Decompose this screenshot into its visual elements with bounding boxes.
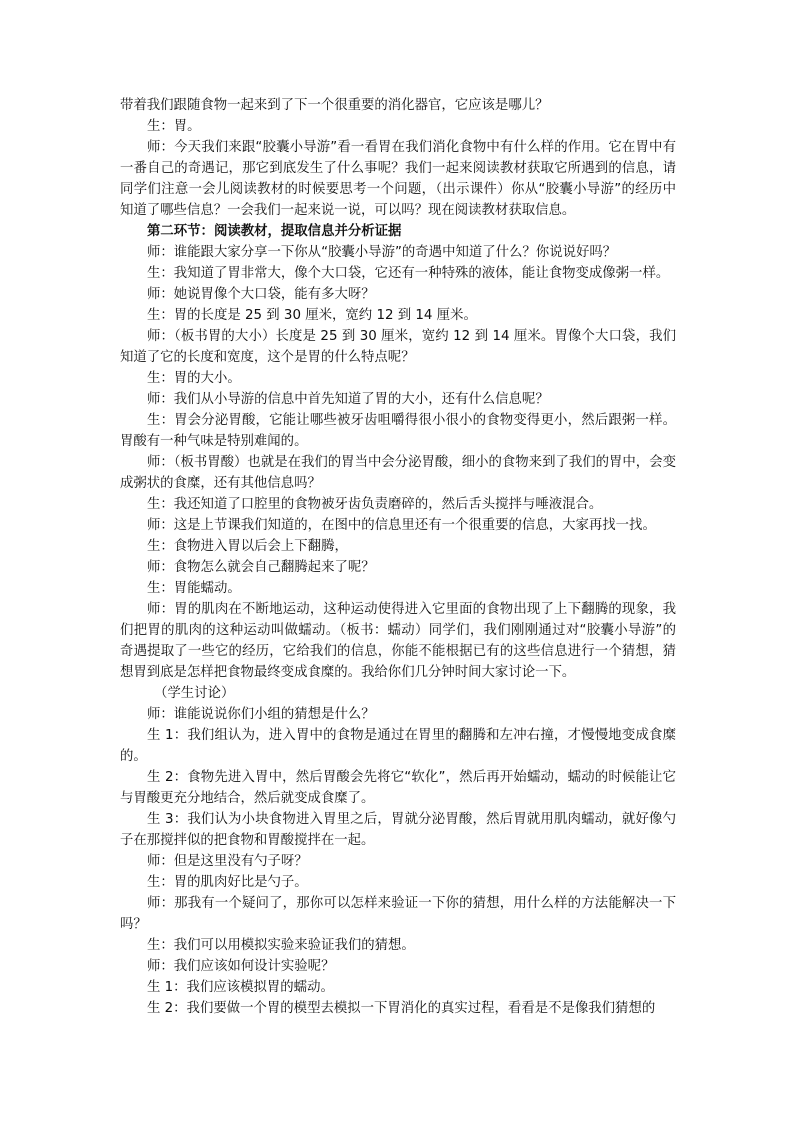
paragraph: 生 1：我们组认为，进入胃中的食物是通过在胃里的翻腾和左冲右撞，才慢慢地变成食糜的。 — [120, 728, 676, 764]
paragraph: 生：胃的大小。 — [147, 371, 241, 386]
paragraph: 生：我知道了胃非常大，像个大口袋，它还有一种特殊的液体，能让食物变成像粥一样。 — [147, 266, 670, 281]
paragraph: 生：胃。 — [147, 119, 201, 134]
paragraph: 生：胃的肌肉好比是勺子。 — [147, 875, 308, 890]
paragraph: 师：（板书胃的大小）长度是 25 到 30 厘米，宽约 12 到 14 厘米。胃像个大口袋，我们知道了它的长度和宽度，这个是胃的什么特点呢？ — [120, 329, 676, 365]
document-page — [120, 95, 676, 1019]
paragraph: 师：我们应该如何设计实验呢？ — [147, 959, 335, 974]
paragraph: 生：我还知道了口腔里的食物被牙齿负责磨碎的，然后舌头搅拌与唾液混合。 — [147, 497, 603, 512]
paragraph: 师：那我有一个疑问了，那你可以怎样来验证一下你的猜想，用什么样的方法能解决一下吗？ — [120, 896, 676, 932]
paragraph: 生：胃能蠕动。 — [147, 581, 241, 596]
paragraph: 生 2：我们要做一个胃的模型去模拟一下胃消化的真实过程，看看是不是像我们猜想的 — [147, 1001, 656, 1016]
paragraph: 生 3：我们认为小块食物进入胃里之后，胃就分泌胃酸，然后胃就用肌肉蠕动，就好像勺子在那搅拌似的把食物和胃酸搅拌在一起。 — [120, 812, 676, 848]
paragraph: 带着我们跟随食物一起来到了下一个很重要的消化器官，它应该是哪儿？ — [120, 98, 549, 113]
paragraph: 师：这是上节课我们知道的，在图中的信息里还有一个很重要的信息，大家再找一找。 — [147, 518, 656, 533]
paragraph: 师：她说胃像个大口袋，能有多大呀？ — [147, 287, 375, 302]
paragraph: 师：胃的肌肉在不断地运动，这种运动使得进入它里面的食物出现了上下翻腾的现象，我们把胃的肌肉的这种运动叫做蠕动。（板书：蠕动）同学们，我们刚刚通过对“胶囊小导游”的奇遇提取了一些它的经历，它给我们的信息，你能不能根据已有的这些信息进行一个猜想，猜想胃到底是怎样把食物最终变成食糜的。我给你们几分钟时间大家讨论一下。 — [120, 602, 676, 680]
section-heading: 第二环节：阅读教材，提取信息并分析证据 — [147, 224, 402, 239]
paragraph: 生：胃的长度是 25 到 30 厘米，宽约 12 到 14 厘米。 — [147, 308, 477, 323]
paragraph: 师：我们从小导游的信息中首先知道了胃的大小，还有什么信息呢？ — [147, 392, 549, 407]
paragraph: 师：今天我们来跟“胶囊小导游”看一看胃在我们消化食物中有什么样的作用。它在胃中有一番自己的奇遇记，那它到底发生了什么事呢？我们一起来阅读教材获取它所遇到的信息，请同学们注意一会儿阅读教材的时候要思考一个问题，（出示课件）你从“胶囊小导游”的经历中知道了哪些信息？一会我们一起来说一说，可以吗？现在阅读教材获取信息。 — [120, 140, 676, 218]
paragraph: 生：胃会分泌胃酸，它能让哪些被牙齿咀嚼得很小很小的食物变得更小，然后跟粥一样。胃酸有一种气味是特别难闻的。 — [120, 413, 676, 449]
paragraph: （学生讨论） — [154, 686, 235, 701]
paragraph: 生：食物进入胃以后会上下翻腾， — [147, 539, 348, 554]
paragraph: 师：（板书胃酸）也就是在我们的胃当中会分泌胃酸，细小的食物来到了我们的胃中，会变成粥状的食糜，还有其他信息吗？ — [120, 455, 676, 491]
paragraph: 生：我们可以用模拟实验来验证我们的猜想。 — [147, 938, 415, 953]
paragraph: 师：食物怎么就会自己翻腾起来了呢？ — [147, 560, 375, 575]
paragraph: 师：谁能跟大家分享一下你从“胶囊小导游”的奇遇中知道了什么？你说说好吗？ — [147, 245, 617, 260]
paragraph: 师：但是这里没有勺子呀？ — [147, 854, 308, 869]
paragraph: 生 1：我们应该模拟胃的蠕动。 — [147, 980, 334, 995]
paragraph: 师：谁能说说你们小组的猜想是什么？ — [147, 707, 375, 722]
paragraph: 生 2：食物先进入胃中，然后胃酸会先将它“软化”，然后再开始蠕动，蠕动的时候能让它与胃酸更充分地结合，然后就变成食糜了。 — [120, 770, 676, 806]
